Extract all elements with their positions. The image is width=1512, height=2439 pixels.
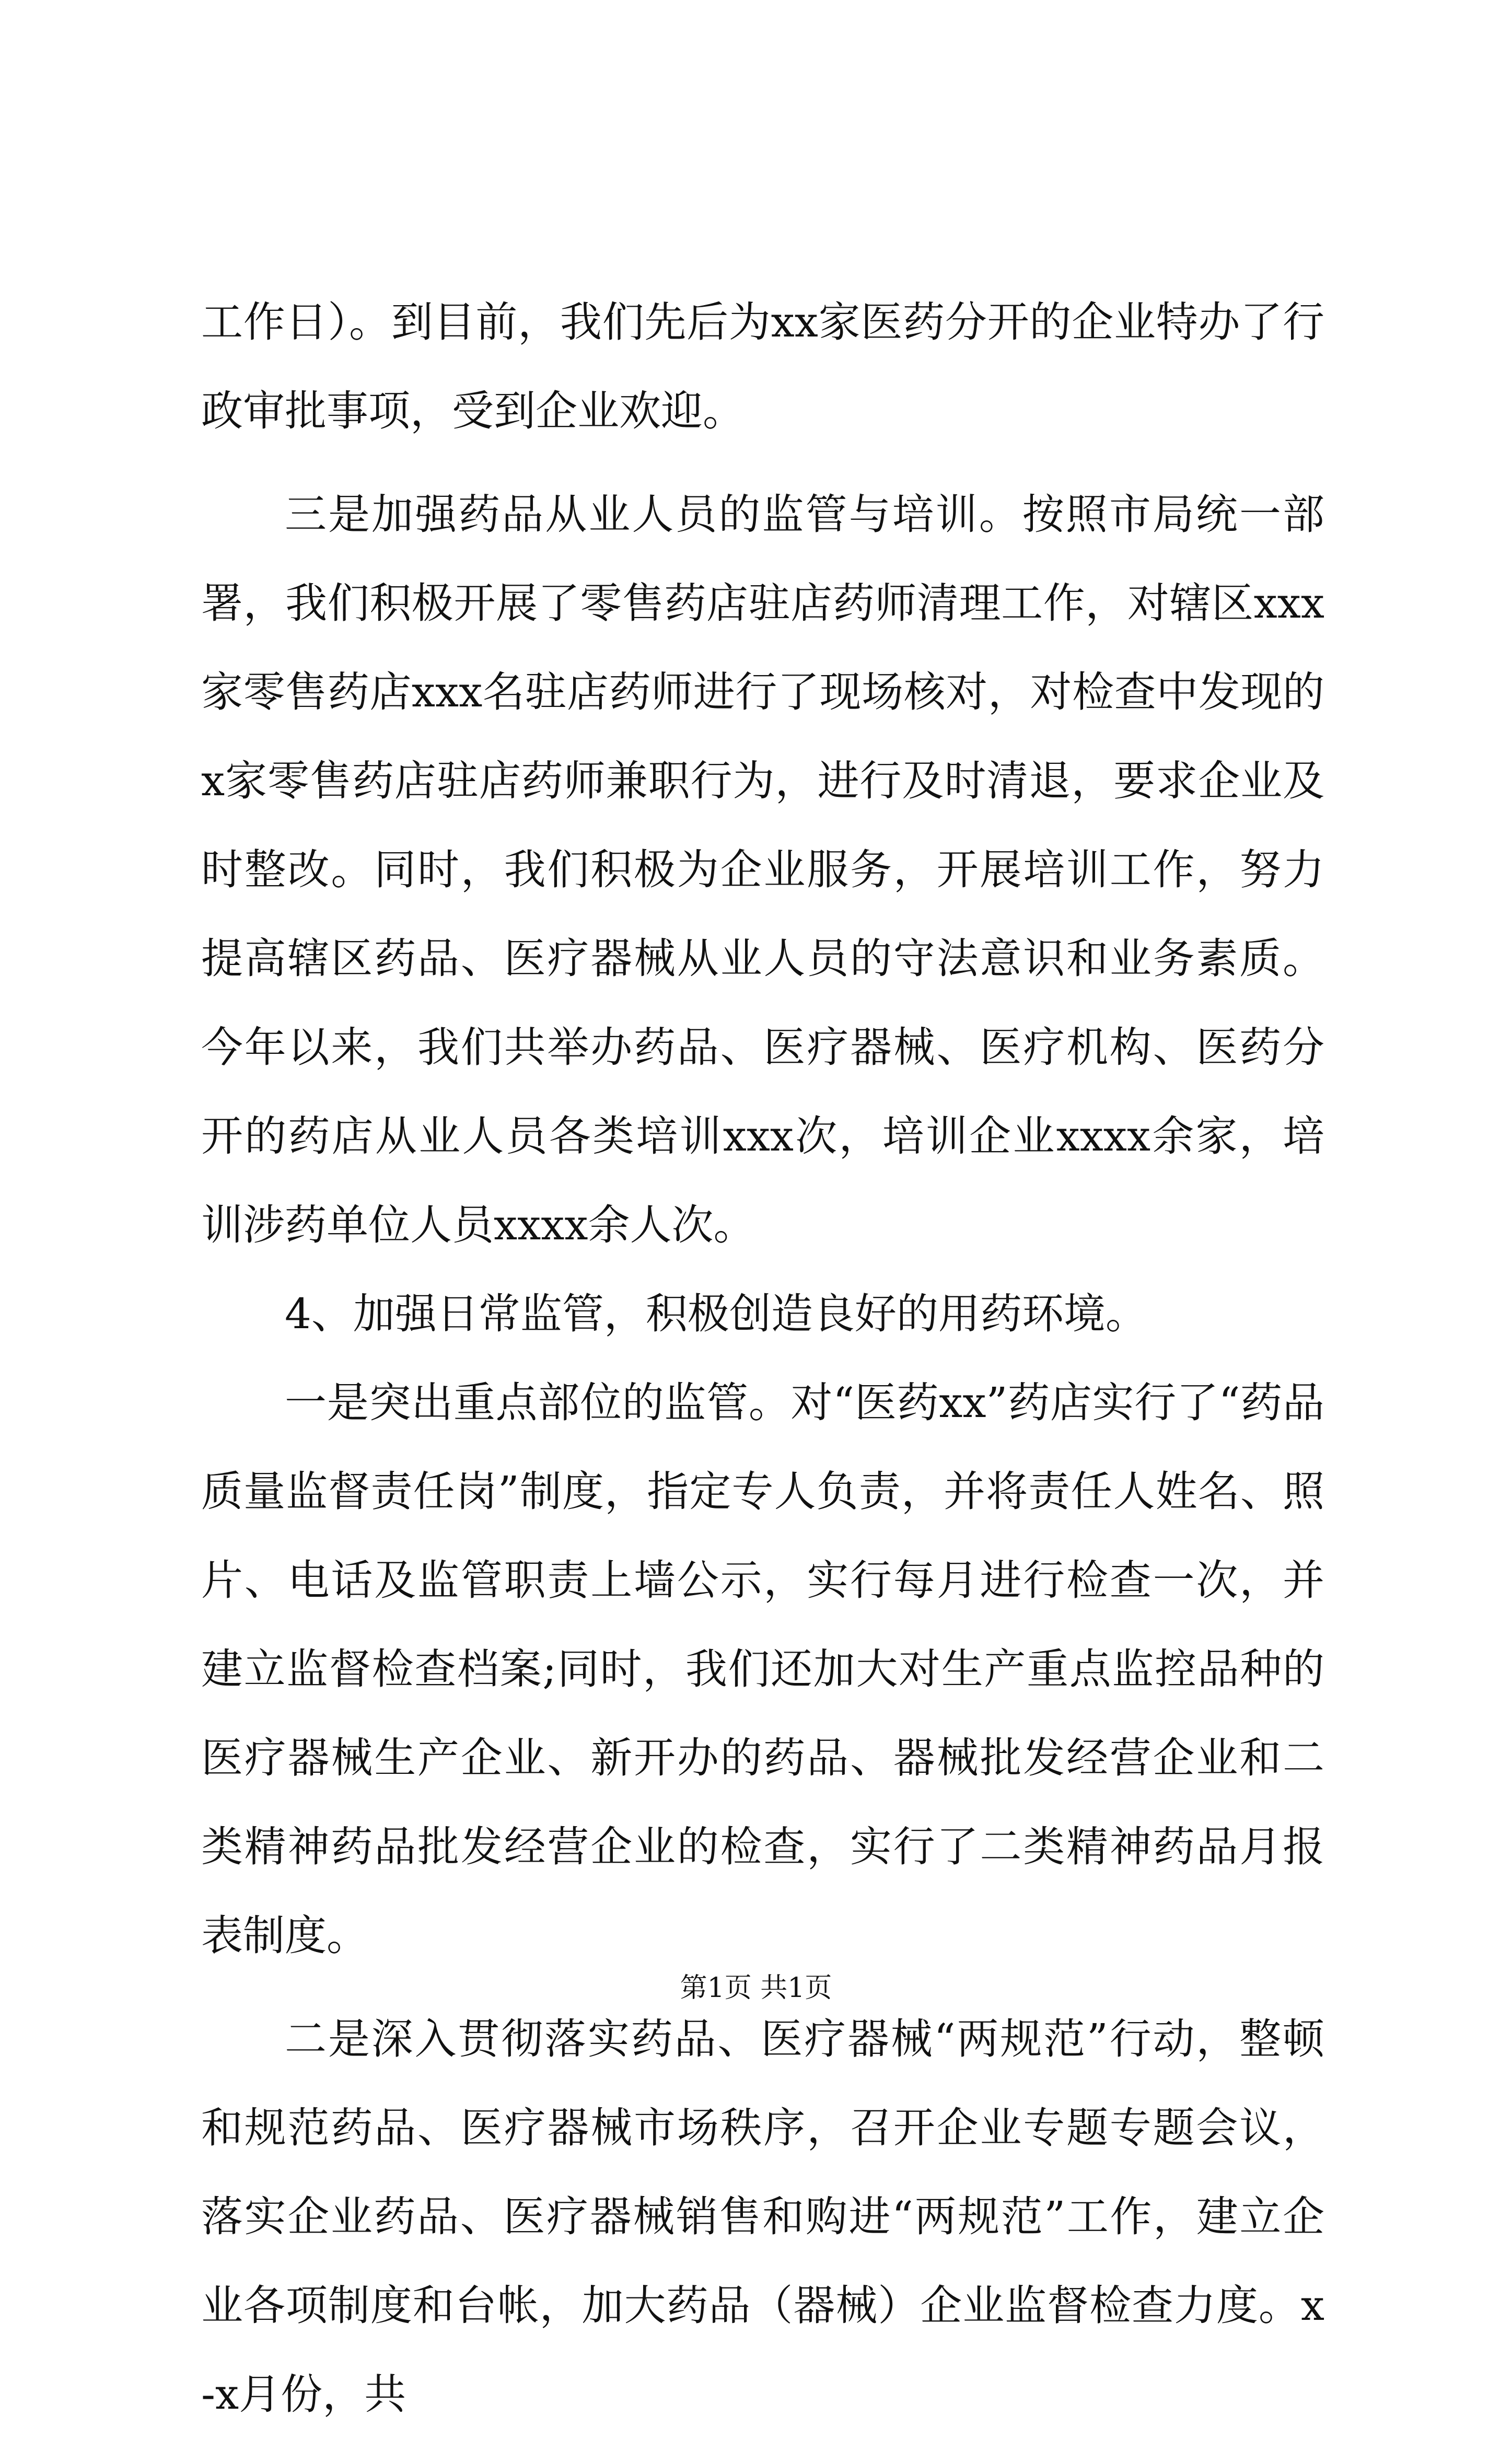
page-footer: 第1页 共1页: [680, 1972, 832, 2004]
paragraph-two-norms: 二是深入贯彻落实药品、医疗器械“两规范”行动，整顿和规范药品、医疗器械市场秩序，召开企业专题专题会议，落实企业药品、医疗器械销售和购进“两规范”工作，建立企业各项制度和台帐，加大药品（器械）企业监督检查力度。x-x月份，共: [201, 2015, 1324, 2419]
paragraph-key-supervision: 一是突出重点部位的监管。对“医药xx”药店实行了“药品质量监督责任岗”制度，指定专人负责，并将责任人姓名、照片、电话及监管职责上墙公示，实行每月进行检查一次，并建立监督检查档案;同时，我们还加大对生产重点监控品种的医疗器械生产企业、新开办的药品、器械批发经营企业和二类精神药品批发经营企业的检查，实行了二类精神药品月报表制度。: [201, 1378, 1324, 1960]
paragraph-section-heading: 4、加强日常监管，积极创造良好的用药环境。: [285, 1290, 1147, 1338]
paragraph-continuation: 工作日）。到目前，我们先后为xx家医药分开的企业特办了行政审批事项，受到企业欢迎。: [201, 298, 1324, 435]
paragraph-pharmacist-training: 三是加强药品从业人员的监管与培训。按照市局统一部署，我们积极开展了零售药店驻店药师清理工作，对辖区xxx家零售药店xxx名驻店药师进行了现场核对，对检查中发现的x家零售药店驻店药师兼职行为，进行及时清退，要求企业及时整改。同时，我们积极为企业服务，开展培训工作，努力提高辖区药品、医疗器械从业人员的守法意识和业务素质。今年以来，我们共举办药品、医疗器械、医疗机构、医药分开的药店从业人员各类培训xxx次，培训企业xxxx余家，培训涉药单位人员xxxx余人次。: [201, 490, 1324, 1249]
document-body: [201, 278, 1324, 2439]
